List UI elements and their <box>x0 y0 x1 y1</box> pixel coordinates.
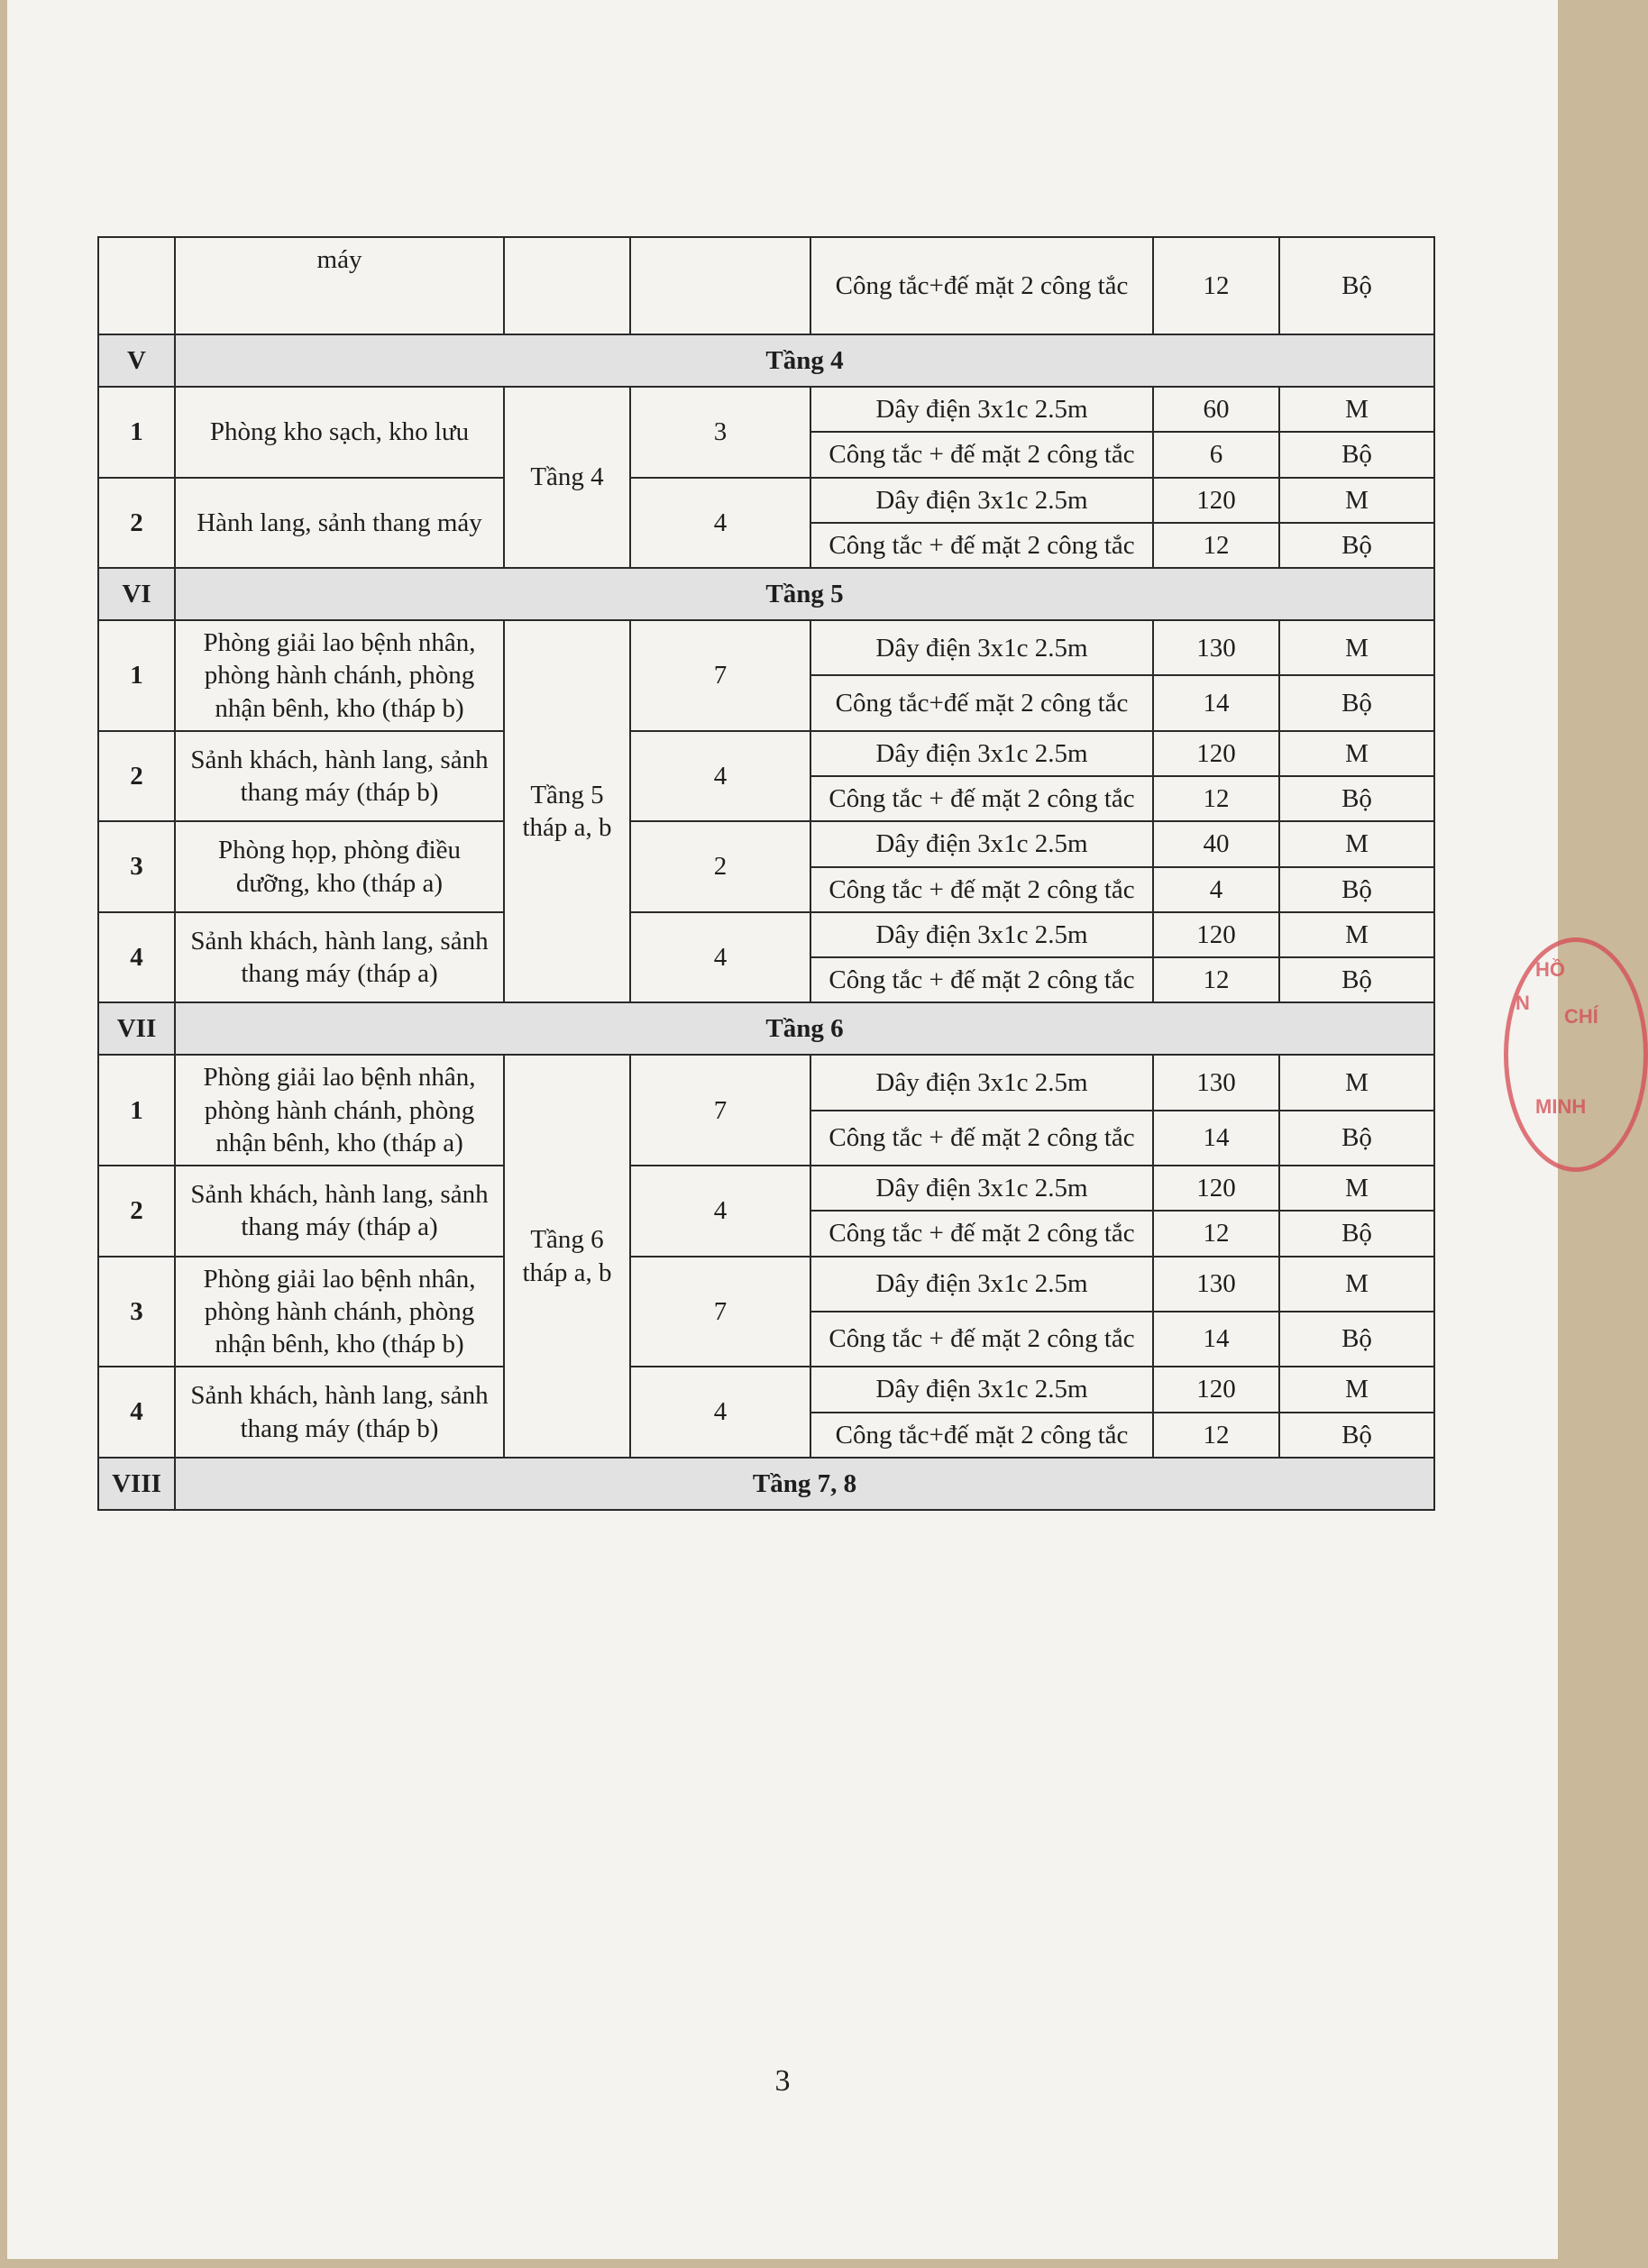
quantity-cell: 40 <box>1153 821 1279 866</box>
table-row <box>98 237 1434 334</box>
red-seal-stamp <box>1504 937 1648 1172</box>
quantity-cell: 12 <box>1153 1413 1279 1458</box>
table-row <box>98 1166 1434 1211</box>
quantity-cell: 12 <box>1153 1211 1279 1256</box>
quantity-cell: 120 <box>1153 1166 1279 1211</box>
section-title: Tầng 5 <box>175 568 1434 620</box>
stt-cell: 1 <box>98 620 175 731</box>
floor-cell: Tầng 6 tháp a, b <box>504 1055 630 1458</box>
item-name-cell: Phòng kho sạch, kho lưu <box>175 387 504 478</box>
quantity-cell: 120 <box>1153 478 1279 523</box>
material-cell: Công tắc + đế mặt 2 công tắc <box>810 867 1153 912</box>
item-name-cell: Sảnh khách, hành lang, sảnh thang máy (tháp a) <box>175 1166 504 1257</box>
count-cell: 4 <box>630 731 810 822</box>
section-title: Tầng 4 <box>175 334 1434 387</box>
section-number: VII <box>98 1002 175 1055</box>
table-row <box>98 478 1434 523</box>
unit-cell: M <box>1279 912 1434 957</box>
table-row <box>98 731 1434 776</box>
stt-cell: 2 <box>98 478 175 569</box>
count-cell <box>630 237 810 334</box>
count-cell: 4 <box>630 1367 810 1458</box>
floor-cell: Tầng 5 tháp a, b <box>504 620 630 1002</box>
stamp-word: HỒ <box>1535 958 1565 981</box>
material-cell: Dây điện 3x1c 2.5m <box>810 1166 1153 1211</box>
quantity-cell: 12 <box>1153 237 1279 334</box>
section-header-row <box>98 1458 1434 1510</box>
stt-cell: 4 <box>98 1367 175 1458</box>
material-cell: Công tắc + đế mặt 2 công tắc <box>810 776 1153 821</box>
unit-cell: Bộ <box>1279 776 1434 821</box>
item-name-cell: Phòng giải lao bệnh nhân, phòng hành chánh, phòng nhận bênh, kho (tháp a) <box>175 1055 504 1166</box>
stt-cell: 3 <box>98 1257 175 1367</box>
quantity-cell: 14 <box>1153 1312 1279 1367</box>
material-cell: Dây điện 3x1c 2.5m <box>810 912 1153 957</box>
material-cell: Công tắc + đế mặt 2 công tắc <box>810 432 1153 477</box>
section-number: VI <box>98 568 175 620</box>
unit-cell: M <box>1279 1367 1434 1412</box>
section-title: Tầng 6 <box>175 1002 1434 1055</box>
unit-cell: Bộ <box>1279 675 1434 730</box>
material-cell: Dây điện 3x1c 2.5m <box>810 821 1153 866</box>
quantity-cell: 130 <box>1153 1257 1279 1312</box>
item-name-cell: Sảnh khách, hành lang, sảnh thang máy (tháp a) <box>175 912 504 1003</box>
material-cell: Công tắc+đế mặt 2 công tắc <box>810 1413 1153 1458</box>
material-cell: Công tắc+đế mặt 2 công tắc <box>810 237 1153 334</box>
material-cell: Công tắc + đế mặt 2 công tắc <box>810 1111 1153 1166</box>
quantity-cell: 6 <box>1153 432 1279 477</box>
material-cell: Công tắc + đế mặt 2 công tắc <box>810 1211 1153 1256</box>
stt-cell: 3 <box>98 821 175 912</box>
unit-cell: Bộ <box>1279 237 1434 334</box>
item-name-cell: máy <box>175 237 504 334</box>
material-cell: Dây điện 3x1c 2.5m <box>810 478 1153 523</box>
unit-cell: M <box>1279 731 1434 776</box>
table-row <box>98 912 1434 957</box>
item-name-cell: Phòng giải lao bệnh nhân, phòng hành chánh, phòng nhận bênh, kho (tháp b) <box>175 1257 504 1367</box>
count-cell: 4 <box>630 478 810 569</box>
unit-cell: M <box>1279 1257 1434 1312</box>
section-number: VIII <box>98 1458 175 1510</box>
material-cell: Dây điện 3x1c 2.5m <box>810 387 1153 432</box>
table-row <box>98 1367 1434 1412</box>
unit-cell: Bộ <box>1279 867 1434 912</box>
page-number: 3 <box>774 2064 791 2098</box>
unit-cell: M <box>1279 1166 1434 1211</box>
material-cell: Dây điện 3x1c 2.5m <box>810 1055 1153 1110</box>
stamp-word: CHÍ <box>1564 1005 1598 1028</box>
material-cell: Dây điện 3x1c 2.5m <box>810 620 1153 675</box>
unit-cell: Bộ <box>1279 523 1434 568</box>
unit-cell: Bộ <box>1279 957 1434 1002</box>
table-row <box>98 1055 1434 1110</box>
unit-cell: M <box>1279 387 1434 432</box>
unit-cell: Bộ <box>1279 1312 1434 1367</box>
document-page <box>7 0 1598 2259</box>
section-title: Tầng 7, 8 <box>175 1458 1434 1510</box>
floor-cell <box>504 237 630 334</box>
item-name-cell: Hành lang, sảnh thang máy <box>175 478 504 569</box>
section-header-row <box>98 568 1434 620</box>
table-row <box>98 387 1434 432</box>
stt-cell: 1 <box>98 1055 175 1166</box>
count-cell: 7 <box>630 620 810 731</box>
quantity-cell: 12 <box>1153 776 1279 821</box>
table-row <box>98 821 1434 866</box>
material-cell: Dây điện 3x1c 2.5m <box>810 1257 1153 1312</box>
material-cell: Công tắc+đế mặt 2 công tắc <box>810 675 1153 730</box>
unit-cell: Bộ <box>1279 432 1434 477</box>
stt-cell: 1 <box>98 387 175 478</box>
unit-cell: M <box>1279 821 1434 866</box>
item-name-cell: Phòng họp, phòng điều dưỡng, kho (tháp a) <box>175 821 504 912</box>
quantity-cell: 14 <box>1153 675 1279 730</box>
quantity-cell: 60 <box>1153 387 1279 432</box>
quantity-cell: 12 <box>1153 523 1279 568</box>
material-cell: Dây điện 3x1c 2.5m <box>810 731 1153 776</box>
table-row <box>98 620 1434 675</box>
unit-cell: M <box>1279 620 1434 675</box>
stt-cell: 2 <box>98 731 175 822</box>
count-cell: 7 <box>630 1257 810 1367</box>
unit-cell: Bộ <box>1279 1413 1434 1458</box>
table-body <box>98 237 1434 1510</box>
quantity-cell: 14 <box>1153 1111 1279 1166</box>
material-cell: Dây điện 3x1c 2.5m <box>810 1367 1153 1412</box>
stamp-word: MINH <box>1535 1095 1587 1118</box>
count-cell: 2 <box>630 821 810 912</box>
count-cell: 3 <box>630 387 810 478</box>
unit-cell: Bộ <box>1279 1211 1434 1256</box>
quantity-cell: 130 <box>1153 620 1279 675</box>
quantity-cell: 130 <box>1153 1055 1279 1110</box>
section-number: V <box>98 334 175 387</box>
stamp-letter: N <box>1515 992 1530 1014</box>
quantity-cell: 120 <box>1153 1367 1279 1412</box>
material-cell: Công tắc + đế mặt 2 công tắc <box>810 1312 1153 1367</box>
table-row <box>98 1257 1434 1312</box>
quantity-cell: 120 <box>1153 731 1279 776</box>
stt-cell: 2 <box>98 1166 175 1257</box>
unit-cell: M <box>1279 478 1434 523</box>
material-cell: Công tắc + đế mặt 2 công tắc <box>810 957 1153 1002</box>
item-name-cell: Sảnh khách, hành lang, sảnh thang máy (tháp b) <box>175 1367 504 1458</box>
count-cell: 4 <box>630 912 810 1003</box>
count-cell: 4 <box>630 1166 810 1257</box>
floor-cell: Tầng 4 <box>504 387 630 568</box>
item-name-cell: Phòng giải lao bệnh nhân, phòng hành chánh, phòng nhận bênh, kho (tháp b) <box>175 620 504 731</box>
count-cell: 7 <box>630 1055 810 1166</box>
materials-table <box>97 236 1435 1511</box>
unit-cell: Bộ <box>1279 1111 1434 1166</box>
quantity-cell: 12 <box>1153 957 1279 1002</box>
stt-cell <box>98 237 175 334</box>
stt-cell: 4 <box>98 912 175 1003</box>
material-cell: Công tắc + đế mặt 2 công tắc <box>810 523 1153 568</box>
quantity-cell: 4 <box>1153 867 1279 912</box>
section-header-row <box>98 1002 1434 1055</box>
quantity-cell: 120 <box>1153 912 1279 957</box>
section-header-row <box>98 334 1434 387</box>
unit-cell: M <box>1279 1055 1434 1110</box>
item-name-cell: Sảnh khách, hành lang, sảnh thang máy (tháp b) <box>175 731 504 822</box>
